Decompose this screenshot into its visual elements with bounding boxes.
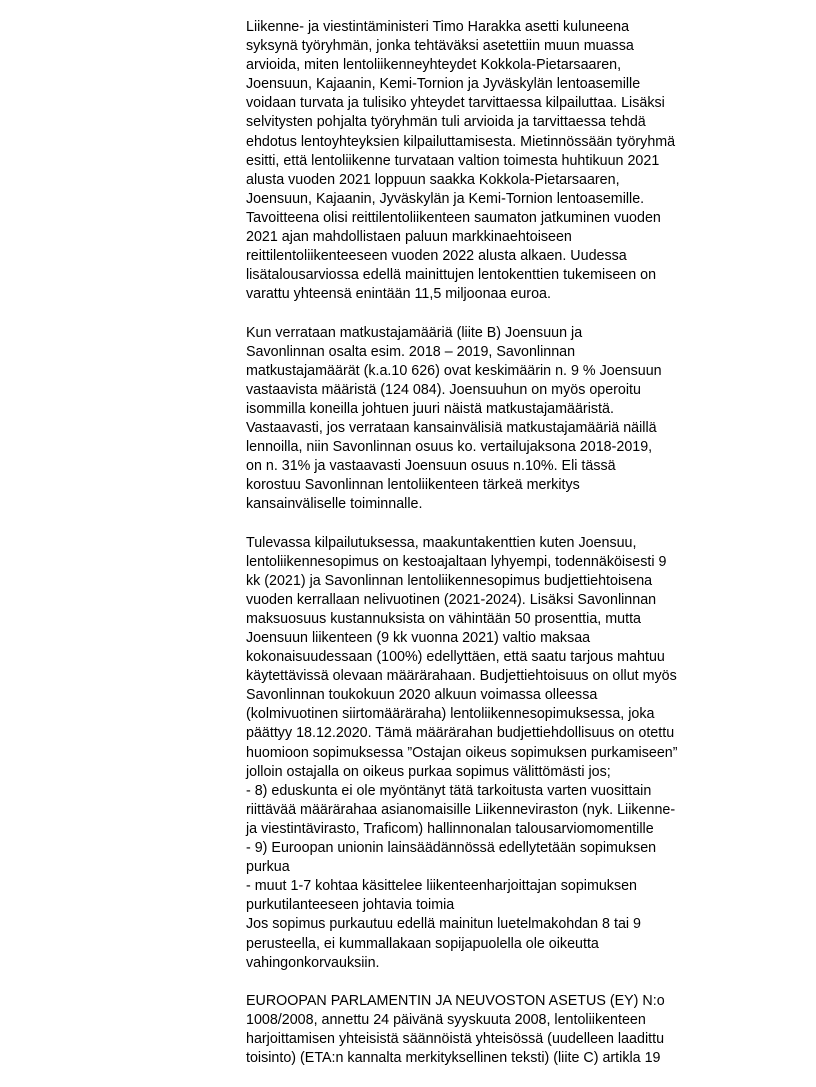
text-line: Joensuun, Kajaanin, Jyväskylän ja Kemi-Tornion lentoasemille. [246, 190, 645, 207]
text-line: esitti, että lentoliikenne turvataan valtion toimesta huhtikuun 2021 [246, 152, 660, 169]
text-line: Vastaavasti, jos verrataan kansainvälisiä matkustajamääriä näillä [246, 419, 657, 436]
text-line: varattu yhteensä enintään 11,5 miljoonaa euroa. [246, 286, 551, 303]
text-line: reittilentoliikenteeseen vuoden 2022 alusta alkaen. Uudessa [246, 248, 627, 265]
text-line: Savonlinnan toukokuun 2020 alkuun voimassa olleessa [246, 687, 598, 704]
text-line: riittävää määrärahaa asianomaisille Liikenneviraston (nyk. Liikenne- [246, 801, 676, 818]
text-line: ehdotus lentoyhteyksien kilpailuttamisesta. Mietinnössään työryhmä [246, 133, 676, 150]
text-line: 1008/2008, annettu 24 päivänä syyskuuta 2008, lentoliikenteen [246, 1011, 646, 1028]
text-line: - 9) Euroopan unionin lainsäädännössä edellytetään sopimuksen [246, 840, 657, 857]
text-line: harjoittamisen yhteisistä säännöistä yhteisössä (uudelleen laadittu [246, 1030, 665, 1047]
text-line: lentoliikennesopimus on kestoajaltaan lyhyempi, todennäköisesti 9 [246, 553, 667, 570]
text-line: Kun verrataan matkustajamääriä (liite B) Joensuun ja [246, 324, 583, 341]
text-line: selvitysten pohjalta työryhmän tuli arvioida ja tarvittaessa tehdä [246, 114, 646, 131]
paragraph [246, 18, 746, 304]
text-line: kokonaisuudessaan (100%) edellyttäen, että saatu tarjous mahtuu [246, 649, 665, 666]
text-line: jolloin ostajalla on oikeus purkaa sopimus välittömästi jos; [246, 763, 611, 780]
text-line: ja viestintävirasto, Traficom) hallinnonalan talousarviomomentille [246, 820, 654, 837]
text-line: EUROOPAN PARLAMENTIN JA NEUVOSTON ASETUS (EY) N:o [246, 992, 665, 1009]
text-line: huomioon sopimuksessa ”Ostajan oikeus sopimuksen purkamiseen” [246, 744, 678, 761]
text-line: Liikenne- ja viestintäministeri Timo Harakka asetti kuluneena [246, 19, 630, 35]
text-line: Jos sopimus purkautuu edellä mainitun luetelmakohdan 8 tai 9 [246, 916, 641, 933]
text-line: alusta vuoden 2021 loppuun saakka Kokkola-Pietarsaaren, [246, 171, 620, 188]
text-line: perusteella, ei kummallakaan sopijapuolella ole oikeutta [246, 935, 599, 952]
paragraph [246, 534, 746, 973]
text-line: 2021 ajan mahdollistaen paluun markkinaehtoiseen [246, 229, 572, 246]
text-line: lisätalousarviossa edellä mainittujen lentokenttien tukemiseen on [246, 267, 657, 284]
text-line: voidaan turvata ja tulisiko yhteydet tarvittaessa kilpailuttaa. Lisäksi [246, 95, 665, 112]
text-line: purkua [246, 859, 290, 876]
text-line: - muut 1-7 kohtaa käsittelee liikenteenharjoittajan sopimuksen [246, 878, 638, 895]
text-line: - 8) eduskunta ei ole myöntänyt tätä tarkoitusta varten vuosittain [246, 782, 652, 799]
text-line: toisinto) (ETA:n kannalta merkityksellinen teksti) (liite C) artikla 19 [246, 1050, 661, 1067]
paragraph [246, 324, 746, 515]
text-line: matkustajamäärät (k.a.10 626) ovat keskimäärin n. 9 % Joensuun [246, 362, 662, 379]
text-line: isommilla koneilla johtuen juuri näistä matkustajamääristä. [246, 400, 614, 417]
paragraph [246, 992, 746, 1068]
text-line: vastaavista määristä (124 084). Joensuuhun on myös operoitu [246, 381, 641, 398]
text-line: (kolmivuotinen siirtomääräraha) lentoliikennesopimuksessa, joka [246, 706, 655, 723]
text-line: vahingonkorvauksiin. [246, 954, 380, 971]
text-line: päättyy 18.12.2020. Tämä määrärahan budjettiehdollisuus on otettu [246, 725, 675, 742]
text-line: Tulevassa kilpailutuksessa, maakuntakenttien kuten Joensuu, [246, 534, 637, 551]
text-line: Joensuun, Kajaanin, Kemi-Tornion ja Jyväskylän lentoasemille [246, 76, 641, 93]
text-line: on n. 31% ja vastaavasti Joensuun osuus n.10%. Eli tässä [246, 458, 616, 475]
text-line: Tavoitteena olisi reittilentoliikenteen saumaton jatkuminen vuoden [246, 209, 661, 226]
text-line: käytettävissä olevaan määrärahaan. Budjettiehtoisuus on ollut myös [246, 668, 677, 685]
text-line: kansainväliselle toiminnalle. [246, 496, 423, 513]
text-line: lennoilla, niin Savonlinnan osuus ko. vertailujaksona 2018-2019, [246, 439, 653, 456]
text-line: Joensuun liikenteen (9 kk vuonna 2021) valtio maksaa [246, 630, 591, 646]
text-line: arvioida, miten lentoliikenneyhteydet Kokkola-Pietarsaaren, [246, 57, 622, 74]
text-line: korostuu Savonlinnan lentoliikenteen tärkeä merkitys [246, 477, 580, 494]
text-line: vuoden kerrallaan nelivuotinen (2021-2024). Lisäksi Savonlinnan [246, 591, 657, 608]
text-line: kk (2021) ja Savonlinnan lentoliikennesopimus budjettiehtoisena [246, 572, 653, 589]
text-line: Savonlinnan osalta esim. 2018 – 2019, Savonlinnan [246, 343, 576, 360]
text-line: syksynä työryhmän, jonka tehtäväksi asetettiin muun muassa [246, 38, 634, 55]
text-line: maksuosuus kustannuksista on vähintään 50 prosenttia, mutta [246, 610, 641, 627]
text-line: purkutilanteeseen johtavia toimia [246, 897, 455, 914]
document-body [246, 18, 746, 1087]
